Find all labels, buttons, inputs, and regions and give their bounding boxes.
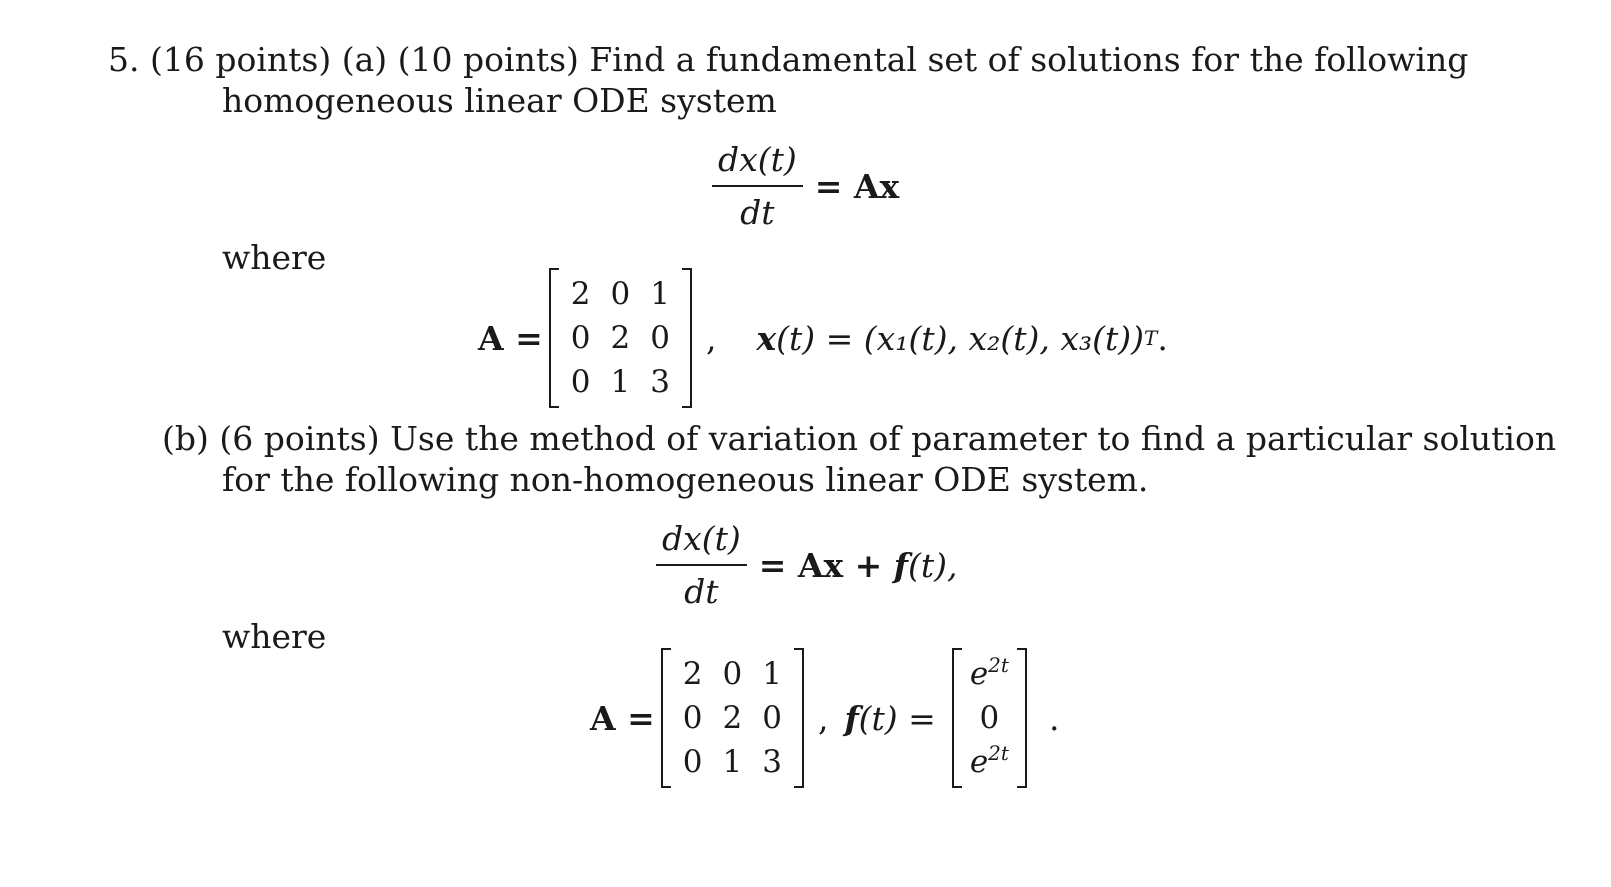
part-b-comma: , — [817, 698, 829, 738]
part-b-text-line2: for the following non-homogeneous linear ODE system. — [222, 460, 1149, 499]
f-vector-cell — [964, 652, 1015, 696]
part-a-text-line2: homogeneous linear ODE system — [222, 81, 777, 120]
f-vector-e: e — [969, 744, 989, 780]
part-a-equation-rhs: = Ax — [814, 166, 900, 206]
matrix-cell: 0 — [570, 364, 591, 400]
part-b-fraction-denominator: dt — [684, 572, 719, 611]
part-b-text-line2-row — [222, 460, 1148, 500]
matrix-cell: 0 — [682, 744, 703, 780]
matrix-cell: 3 — [650, 364, 670, 400]
part-a-label: (a) — [341, 40, 388, 79]
matrix-cell: 0 — [722, 656, 743, 692]
part-a-matrix-table — [561, 272, 680, 404]
part-a-text-line2-row — [222, 81, 777, 121]
part-b-matrix-definition — [590, 648, 1059, 788]
part-a-comma: , — [705, 318, 717, 358]
part-a-matrix — [549, 268, 692, 408]
matrix-cell: 1 — [762, 656, 782, 692]
matrix-cell: 2 — [722, 700, 743, 736]
matrix-cell: 0 — [570, 320, 591, 356]
part-b-matrix-label: A = — [590, 698, 655, 738]
part-a-x-period: . — [1157, 318, 1168, 358]
f-vector-cell: 0 — [979, 700, 1000, 736]
part-b-matrix-table — [673, 652, 792, 784]
matrix-cell: 1 — [650, 276, 670, 312]
part-a-text-line1: Find a fundamental set of solutions for the following — [589, 40, 1469, 79]
part-b-matrix — [661, 648, 804, 788]
part-a-matrix-label: A = — [478, 318, 543, 358]
matrix-cell: 0 — [762, 700, 782, 736]
part-a-x-definition: (t) = (x₁(t), x₂(t), x₃(t)) — [776, 318, 1145, 358]
part-a-equation — [712, 140, 899, 232]
problem-header-line — [108, 40, 1469, 80]
f-vector-e: e — [969, 656, 989, 692]
matrix-cell: 0 — [650, 320, 670, 356]
part-b-derivative-fraction — [656, 519, 747, 611]
part-a-where: where — [222, 238, 327, 277]
part-b-header-line — [162, 419, 1557, 459]
matrix-cell: 0 — [610, 276, 631, 312]
part-a-where-row — [222, 238, 326, 278]
part-a-matrix-definition: A = 2 0 1 0 2 0 0 1 3 , x (t) = (x₁(t), x₂(t), x₃(t)) T . — [478, 268, 1168, 408]
part-b-label: (b) — [162, 419, 209, 458]
part-b-where: where — [222, 617, 327, 656]
f-vector-exponent: 2t — [988, 653, 1009, 677]
part-b-f-def-symbol: f — [844, 698, 859, 738]
part-a-points: (10 points) — [397, 40, 579, 79]
problem-points: (16 points) — [150, 40, 332, 79]
part-a-derivative-fraction — [712, 140, 803, 232]
part-a-fraction-numerator: dx(t) — [712, 140, 803, 187]
part-b-where-row — [222, 617, 326, 657]
matrix-cell: 2 — [610, 320, 631, 356]
part-b-f-def-rest: (t) = — [858, 698, 936, 738]
part-b-f-vector-table — [964, 652, 1015, 784]
part-b-points: (6 points) — [219, 419, 380, 458]
part-a-fraction-denominator: dt — [740, 193, 775, 232]
part-b-text-line1: Use the method of variation of parameter to find a particular solution — [390, 419, 1557, 458]
matrix-cell: 1 — [610, 364, 631, 400]
matrix-cell: 1 — [722, 744, 743, 780]
matrix-cell: 0 — [682, 700, 703, 736]
part-b-period: . — [1048, 698, 1060, 738]
matrix-cell: 3 — [762, 744, 782, 780]
part-a-x-symbol: x — [756, 318, 777, 358]
part-b-equation — [656, 519, 958, 611]
part-b-equation-rhs-end: (t), — [908, 545, 958, 585]
part-b-f-symbol: f — [893, 545, 908, 585]
f-vector-exponent: 2t — [988, 741, 1009, 765]
part-b-f-vector — [952, 648, 1027, 788]
matrix-cell: 2 — [570, 276, 591, 312]
part-b-equation-rhs: = Ax + — [758, 545, 894, 585]
problem-number: 5. — [108, 40, 140, 79]
f-vector-cell — [964, 740, 1015, 784]
part-b-fraction-numerator: dx(t) — [656, 519, 747, 566]
matrix-cell: 2 — [682, 656, 703, 692]
